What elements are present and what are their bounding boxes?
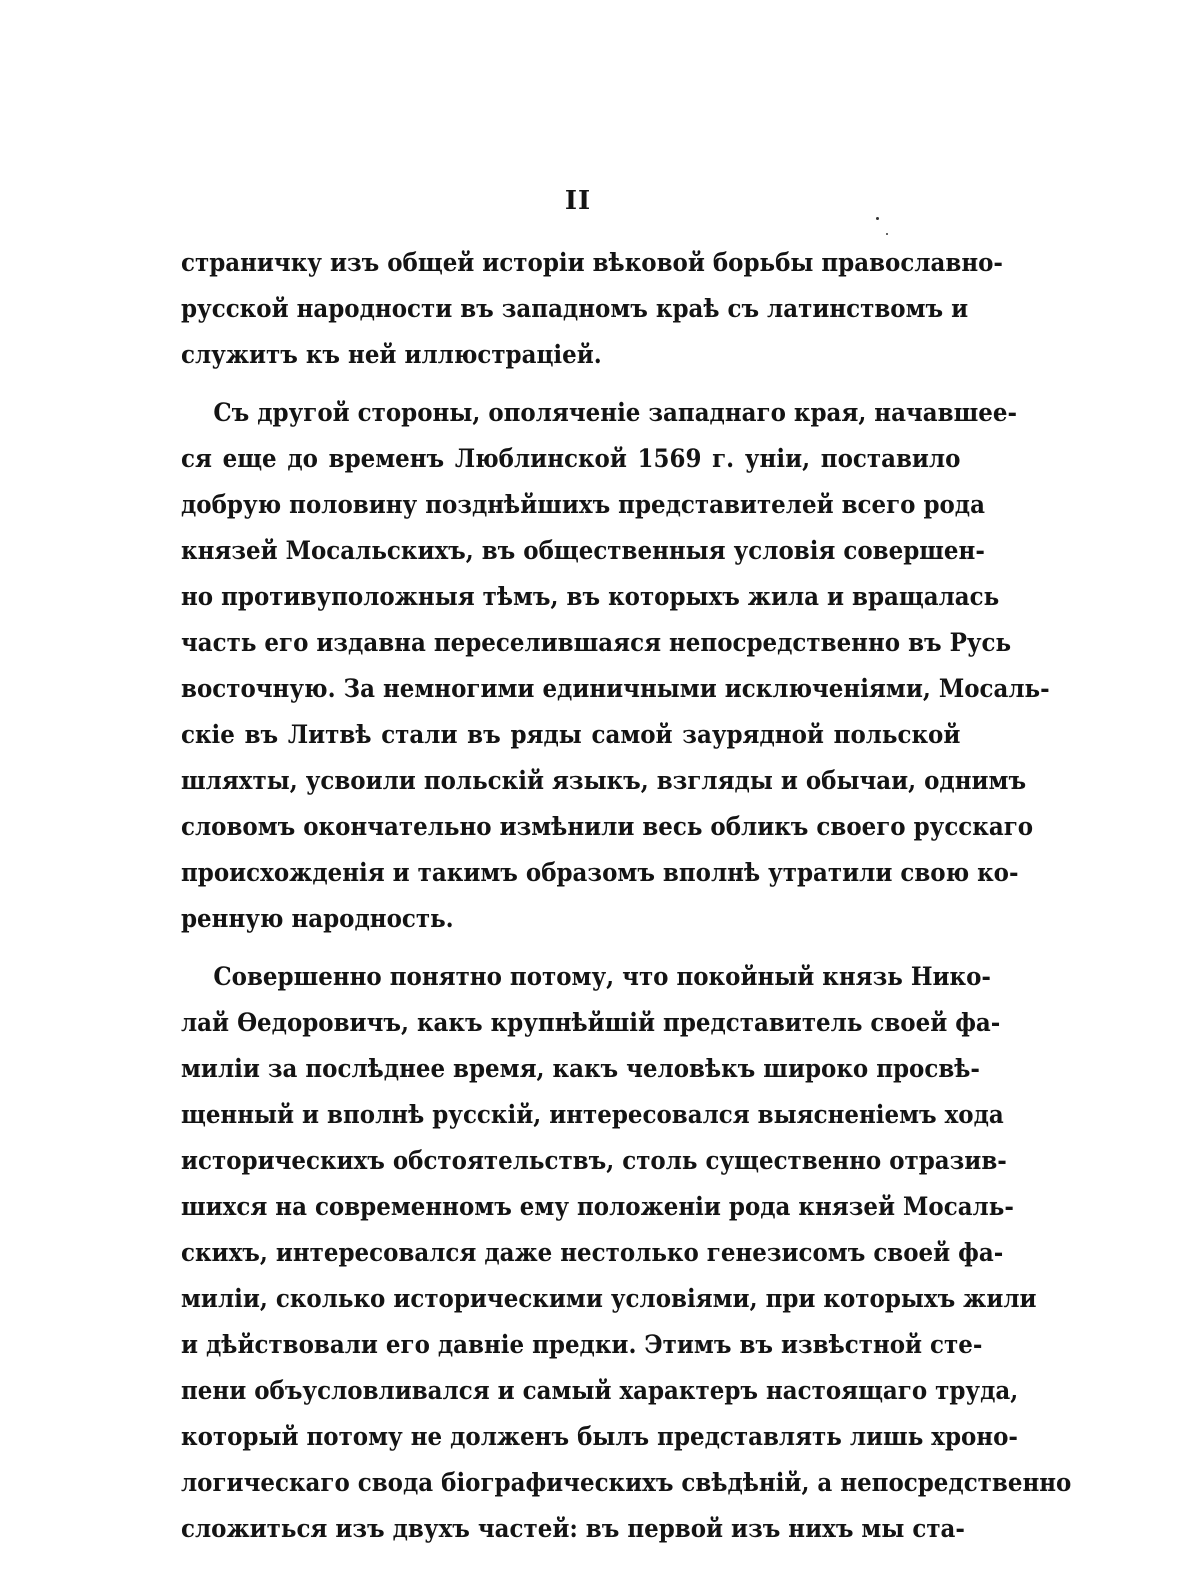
text-line: ся еще до временъ Люблинской 1569 г. уніи, поставило [181,444,961,474]
page-number: II [564,186,592,216]
text-line: миліи, сколько историческими условіями, при которыхъ жили [181,1284,1037,1314]
text-line: щенный и вполнѣ русскій, интересовался выясненіемъ хода [181,1100,1004,1130]
text-line: Совершенно понятно потому, что покойный князь Нико- [213,962,991,992]
text-line: русской народности въ западномъ краѣ съ латинствомъ и [181,294,969,324]
text-line: скихъ, интересовался даже нестолько генезисомъ своей фа- [181,1238,1004,1268]
text-line: шляхты, усвоили польскій языкъ, взгляды и обычаи, однимъ [181,766,1027,796]
paragraph [181,240,1003,378]
text-line: страничку изъ общей исторіи вѣковой борьбы православно- [181,248,1003,278]
paragraph [181,954,1072,1552]
text-line: историческихъ обстоятельствъ, столь существенно отразив- [181,1146,1007,1176]
text-line: часть его издавна переселившаяся непосредственно въ Русь [181,628,1012,658]
text-line: сложиться изъ двухъ частей: въ первой изъ нихъ мы ста- [181,1514,965,1544]
text-line: пени объусловливался и самый характеръ настоящаго труда, [181,1376,1019,1406]
text-line: миліи за послѣднее время, какъ человѣкъ широко просвѣ- [181,1054,980,1084]
text-line: служитъ къ ней иллюстраціей. [181,340,602,370]
print-speck [876,217,879,220]
text-line: происхожденія и такимъ образомъ вполнѣ утратили свою ко- [181,858,1019,888]
text-line: шихся на современномъ ему положеніи рода князей Мосаль- [181,1192,1014,1222]
text-line: добрую половину позднѣйшихъ представителей всего рода [181,490,985,520]
text-line: ренную народность. [181,904,454,934]
text-line: и дѣйствовали его давніе предки. Этимъ въ извѣстной сте- [181,1330,983,1360]
body-text [181,240,1072,1552]
print-speck [886,233,888,235]
text-line: словомъ окончательно измѣнили весь обликъ своего русскаго [181,812,1034,842]
text-line: Съ другой стороны, ополяченіе западнаго края, начавшее- [213,398,1017,428]
text-line: восточную. За немногими единичными исключеніями, Мосаль- [181,674,1050,704]
text-line: который потому не долженъ былъ представлять лишь хроно- [181,1422,1018,1452]
text-line: князей Мосальскихъ, въ общественныя условія совершен- [181,536,985,566]
text-line: но противуположныя тѣмъ, въ которыхъ жила и вращалась [181,582,1000,612]
text-line: логическаго свода біографическихъ свѣдѣній, а непосредственно [181,1468,1072,1498]
paragraph [181,390,1050,942]
text-line: лай Ѳедоровичъ, какъ крупнѣйшій представитель своей фа- [181,1008,1001,1038]
text-line: скіе въ Литвѣ стали въ ряды самой заурядной польской [181,720,961,750]
